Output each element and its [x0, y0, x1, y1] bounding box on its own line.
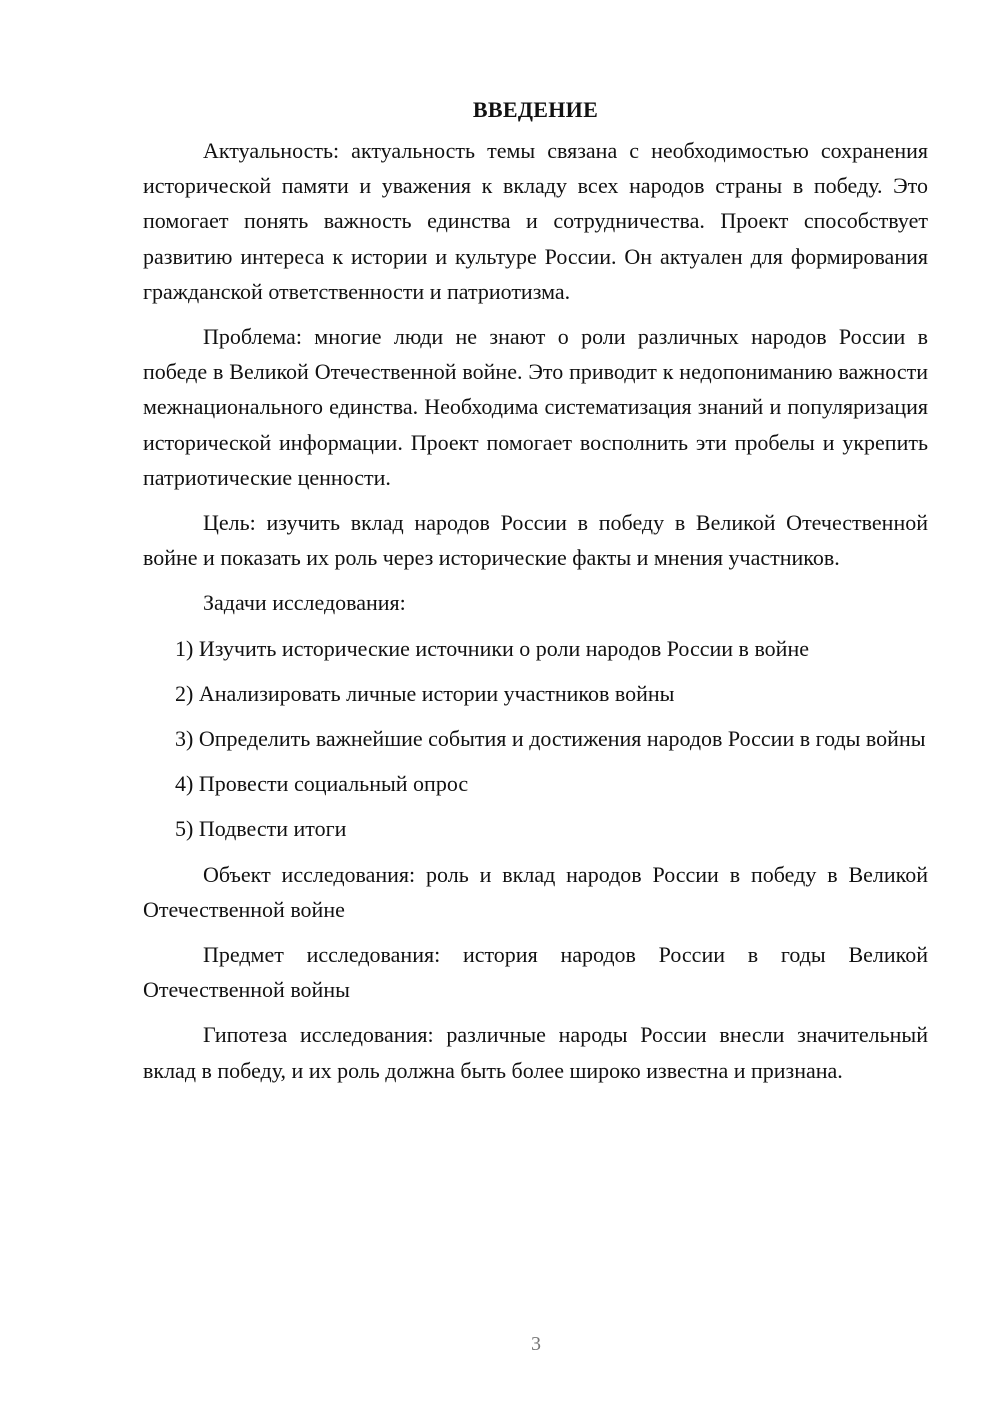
list-item-task-4: 4) Провести социальный опрос — [175, 771, 469, 797]
tasks-title: Задачи исследования: — [203, 590, 406, 616]
paragraph-relevance: Актуальность: актуальность темы связана с необходимостью сохранения исторической памяти и уважения к вкладу всех народов страны в победу. Это помогает понять важность единства и сотрудничества. Проект способствует развитию интереса к истории и культуре России. Он актуален для формирования гражданской ответственности и патриотизма. — [143, 138, 928, 304]
paragraph-problem: Проблема: многие люди не знают о роли различных народов России в победе в Великой Отечественной войне. Это приводит к недопониманию важности межнационального единства. Необходима систематизация знаний и популяризация исторической информации. Проект помогает восполнить эти пробелы и укрепить патриотические ценности. — [143, 324, 928, 490]
document-body — [143, 92, 928, 1088]
paragraph-subject: Предмет исследования: история народов России в годы Великой Отечественной войны — [143, 942, 928, 1003]
paragraph-hypothesis: Гипотеза исследования: различные народы России внесли значительный вклад в победу, и их роль должна быть более широко известна и признана. — [143, 1022, 928, 1083]
page-number: 3 — [531, 1333, 541, 1355]
list-item-task-3: 3) Определить важнейшие события и достижения народов России в годы войны — [175, 726, 926, 752]
list-item-task-5: 5) Подвести итоги — [175, 816, 347, 842]
paragraph-goal: Цель: изучить вклад народов России в победу в Великой Отечественной войне и показать их роль через исторические факты и мнения участников. — [143, 510, 928, 571]
page-title: ВВЕДЕНИЕ — [472, 97, 599, 122]
list-item-task-2: 2) Анализировать личные истории участников войны — [175, 680, 675, 706]
list-item-task-1: 1) Изучить исторические источники о роли народов России в войне — [175, 635, 809, 661]
paragraph-object: Объект исследования: роль и вклад народов России в победу в Великой Отечественной войне — [143, 861, 928, 922]
